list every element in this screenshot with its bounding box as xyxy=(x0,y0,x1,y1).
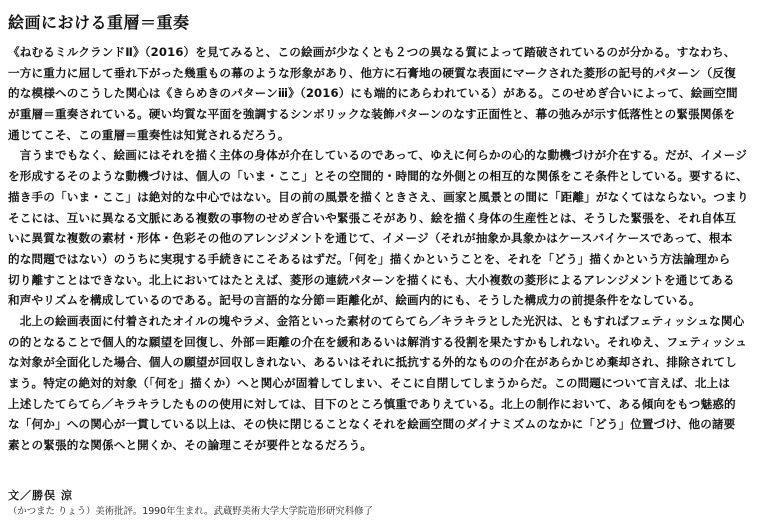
body-line: 和声やリズムを構成しているのである。記号の言語的な分節＝距離化が、絵画内的にも、そうした構成力の前提条件をなしている。 xyxy=(8,293,701,308)
body-line: が重層＝重奏されている。硬い均質な平面を強調するシンボリックな装飾パターンのなす正面性と、幕の弛みが示す低落性との緊張関係を xyxy=(8,107,736,122)
body-line: まう。特定の絶対的対象（「何を」描くか）へと関心が固着してしまい、そこに自閉してしまうからだ。この問題について言えば、北上は xyxy=(8,376,731,390)
article-body xyxy=(8,42,772,456)
body-line: 的な模様へのこうした関心は《きらめきのパターンⅲ》（2016）にも端的にあらわれている）がある。このせめぎ合いによって、絵画空間 xyxy=(8,86,738,101)
body-line: 言うまでもなく、絵画にはそれを描く主体の身体が介在しているのであって、ゆえに何らかの心的な動機づけが介在する。だが、イメージ xyxy=(8,148,747,163)
body-line: を形成するそのような動機づけは、個人の「いま・ここ」とその空間的・時間的な外側との相互的な関係をこそ条件としている。要するに、 xyxy=(8,169,748,184)
body-line: 切り離すことはできない。北上においてはたとえば、菱形の連続パターンを描くにも、大小複数の菱形によるアレンジメントを通じてある xyxy=(8,272,735,287)
body-line: 北上の絵画表面に付着されたオイルの塊やラメ、金箔といった素材のてらてら／キラキラとした光沢は、ともすればフェティッシュな関心 xyxy=(8,313,745,328)
body-line: 素との緊張的な関係へと開くか、その論理こそが要件となるだろう。 xyxy=(8,438,373,453)
body-line: 上述したてらてら／キラキラしたものの使用に対しては、目下のところ慎重でありえている。北上の制作において、ある傾向をもつ魅惑的 xyxy=(8,396,736,411)
body-line: 描き手の「いま・ここ」は絶対的な中心ではない。目の前の風景を描くときさえ、画家と風景との間に「距離」がなくてはならない。つまり xyxy=(8,189,749,204)
body-line: いに異質な複数の素材・形体・色彩その他のアレンジメントを通じて、イメージ（それが抽象か具象かはケースバイケースであって、根本 xyxy=(8,231,733,246)
author-bio: （かつまた りょう）美術批評。1990年生まれ。武蔵野美術大学大学院造形研究科修了 xyxy=(8,506,373,517)
article-title: 絵画における重層＝重奏 xyxy=(8,13,190,32)
author-credit: 文／勝俣 涼 xyxy=(8,489,73,502)
body-line: な「何か」への関心が一貫している以上は、その快に閉じることなくそれを絵画空間のダイナミズムのなかに「どう」位置づけ、他の諸要 xyxy=(8,417,736,432)
body-line: の的となることで個人的な願望を回復し、外部＝距離の介在を緩和あるいは解消する役割を果たすかもしれない。それゆえ、フェティッシュ xyxy=(8,334,747,349)
body-line: 一方に重力に屈して垂れ下がった幾重もの幕のような形象があり、他方に石膏地の硬質な表面にマークされた菱形の記号的パターン（反復 xyxy=(8,65,736,80)
body-line: そこには、互いに異なる文脈にある複数の事物のせめぎ合いや緊張こそがあり、絵を描く身体の生産性とは、そうした緊張を、それ自体互 xyxy=(8,210,737,225)
body-line: 的な問題ではない）のうちに実現する手続きにこそあるはずだ。「何を」描くかということを、それを「どう」描くかという方法論理から xyxy=(8,251,731,266)
body-line: 通じてこそ、この重層＝重奏性は知覚されるだろう。 xyxy=(8,127,290,142)
body-line: な対象が全面化した場合、個人の願望が回収しきれない、あるいはそれに抵抗する外的なものの介在があらかじめ棄却され、排除されてし xyxy=(8,355,737,370)
body-line: 《ねむるミルクランドⅡ》（2016）を見てみると、この絵画が少なくとも２つの異なる質によって踏破されているのが分かる。すなわち、 xyxy=(8,45,736,59)
